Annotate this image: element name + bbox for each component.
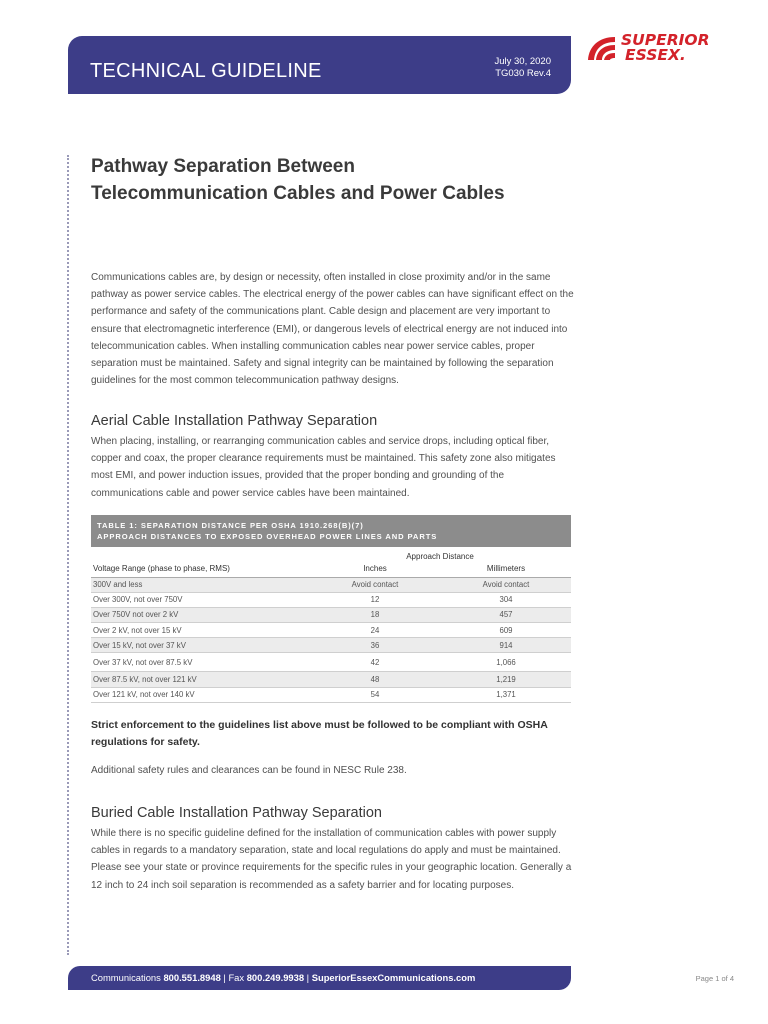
intro-paragraph: Communications cables are, by design or necessity, often installed in close proximity and/or in the same pathway as power service cables. The electrical energy of the power cables can have significant effect on the performance and safety of the communications plant. Cable design and placement are very important to ensure that electromagnetic interference (EMI), or dangerous levels of electrical energy are not induced into telecommunication cables. When installing communication cables near power service cables, proper separation must be maintained. Safety and signal integrity can be maintained by following the separation guidelines for the most common telecommunication pathway designs. — [91, 272, 574, 387]
cell-range: Over 2 kV, not over 15 kV — [91, 623, 309, 638]
footer-band — [68, 966, 571, 990]
header-meta — [494, 56, 551, 80]
table-row — [91, 638, 571, 653]
document-title — [91, 153, 571, 207]
cell-range: Over 121 kV, not over 140 kV — [91, 687, 309, 702]
cell-mm: 609 — [441, 623, 571, 638]
cell-mm: Avoid contact — [441, 577, 571, 592]
page-number: Page 1 of 4 — [695, 974, 734, 983]
footer-fax-label: Fax — [228, 972, 245, 983]
document-title-line-1: Pathway Separation Between — [91, 156, 355, 177]
table-row — [91, 653, 571, 672]
aerial-heading: Aerial Cable Installation Pathway Separation — [91, 413, 378, 429]
additional-note: Additional safety rules and clearances can be found in NESC Rule 238. — [91, 765, 407, 776]
footer-comm-phone[interactable]: 800.551.8948 — [163, 972, 221, 983]
logo-wordmark — [621, 33, 710, 63]
table-caption — [91, 515, 571, 547]
cell-mm: 304 — [441, 592, 571, 607]
col-header-voltage: Voltage Range (phase to phase, RMS) — [91, 561, 309, 577]
cell-range: 300V and less — [91, 577, 309, 592]
cell-inches: 54 — [309, 687, 441, 702]
header-date: July 30, 2020 — [494, 56, 551, 67]
table-row — [91, 623, 571, 638]
cell-range: Over 87.5 kV, not over 121 kV — [91, 672, 309, 687]
table-grid — [91, 547, 571, 703]
col-header-mm: Millimeters — [441, 561, 571, 577]
table-row — [91, 577, 571, 592]
margin-dotted-line — [67, 155, 69, 955]
cell-range: Over 300V, not over 750V — [91, 592, 309, 607]
document-title-line-2: Telecommunication Cables and Power Cables — [91, 183, 505, 204]
cell-range: Over 37 kV, not over 87.5 kV — [91, 653, 309, 672]
cell-range: Over 15 kV, not over 37 kV — [91, 638, 309, 653]
logo-line-1: SUPERIOR — [621, 31, 710, 49]
cell-inches: 18 — [309, 607, 441, 622]
header-doc-id: TG030 Rev.4 — [495, 68, 551, 79]
cell-inches: 24 — [309, 623, 441, 638]
aerial-paragraph: When placing, installing, or rearranging communication cables and service drops, including optical fiber, copper and coax, the proper clearance requirements must be maintained. This safety zone also mitigates most EMI, and power induction issues, provided that the proper bonding and grounding of the communications cable and power service cables have been maintained. — [91, 436, 556, 499]
table-row — [91, 687, 571, 702]
table-row — [91, 607, 571, 622]
logo-line-2: ESSEX. — [625, 46, 686, 64]
table-column-header-row — [91, 561, 571, 577]
table-group-header: Approach Distance — [406, 551, 474, 561]
buried-heading: Buried Cable Installation Pathway Separation — [91, 805, 382, 821]
footer-fax-phone[interactable]: 800.249.9938 — [246, 972, 305, 983]
cell-inches: 36 — [309, 638, 441, 653]
cell-mm: 1,219 — [441, 672, 571, 687]
separation-table — [91, 515, 571, 703]
cell-mm: 1,371 — [441, 687, 571, 702]
footer-website-link[interactable]: SuperiorEssexCommunications.com — [311, 972, 476, 983]
col-header-inches: Inches — [309, 561, 441, 577]
superior-essex-logo — [585, 33, 740, 65]
table-caption-line-2: APPROACH DISTANCES TO EXPOSED OVERHEAD POWER LINES AND PARTS — [97, 532, 438, 541]
cell-inches: Avoid contact — [309, 577, 441, 592]
cell-mm: 1,066 — [441, 653, 571, 672]
footer-separator: | — [220, 972, 229, 983]
cell-inches: 48 — [309, 672, 441, 687]
cell-mm: 457 — [441, 607, 571, 622]
table-row — [91, 592, 571, 607]
superior-essex-swoosh-icon — [585, 34, 617, 64]
table-group-header-row — [91, 547, 571, 561]
footer-separator: | — [304, 972, 312, 983]
strict-enforcement-note: Strict enforcement to the guidelines list above must be followed to be compliant with OSHA regulations for safety. — [91, 719, 548, 748]
cell-inches: 12 — [309, 592, 441, 607]
header-band — [68, 36, 571, 94]
cell-inches: 42 — [309, 653, 441, 672]
buried-paragraph: While there is no specific guideline defined for the installation of communication cables with power supply cables in regards to a mandatory separation, state and local regulations do apply and must be maintained. Please see your state or province requirements for the specific rules in your geographic location. Generally a 12 inch to 24 inch soil separation is recommended as a safety barrier and for locating purposes. — [91, 828, 572, 891]
table-caption-line-1: TABLE 1: SEPARATION DISTANCE PER OSHA 1910.268(B)(7) — [97, 521, 364, 530]
table-row — [91, 672, 571, 687]
header-title: TECHNICAL GUIDELINE — [90, 60, 322, 82]
cell-mm: 914 — [441, 638, 571, 653]
cell-range: Over 750V not over 2 kV — [91, 607, 309, 622]
footer-comm-label: Communications — [91, 972, 161, 983]
